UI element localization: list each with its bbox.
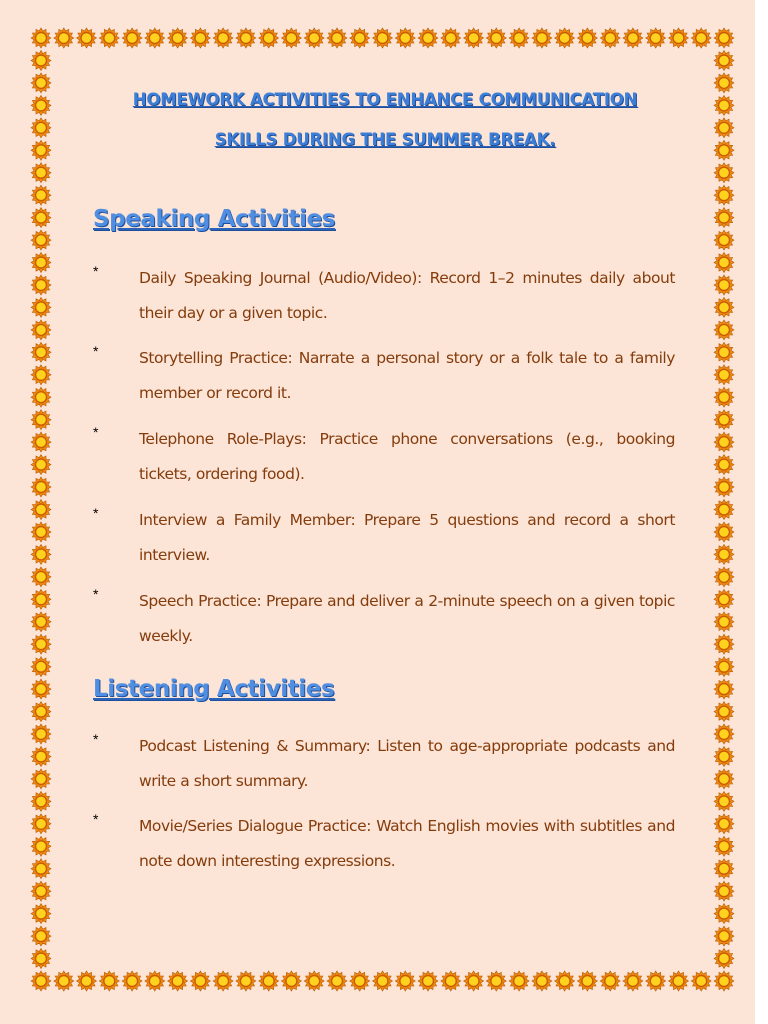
sun-icon <box>31 679 51 699</box>
sun-icon <box>691 971 711 991</box>
sun-icon <box>99 971 119 991</box>
sun-icon <box>714 657 734 677</box>
sun-icon <box>31 904 51 924</box>
sun-icon <box>714 455 734 475</box>
sun-icon <box>691 28 711 48</box>
sun-icon <box>714 185 734 205</box>
sun-icon <box>373 28 393 48</box>
document-title-line-1: HOMEWORK ACTIVITIES TO ENHANCE COMMUNICATION <box>132 90 638 109</box>
sun-icon <box>714 253 734 273</box>
sun-icon <box>714 208 734 228</box>
section-heading-speaking: Speaking Activities <box>93 206 335 232</box>
sun-icon <box>714 297 734 317</box>
sun-icon <box>31 791 51 811</box>
sun-icon <box>145 971 165 991</box>
bullet-marker: * <box>93 343 99 359</box>
sun-icon <box>168 971 188 991</box>
sun-icon <box>623 971 643 991</box>
sun-icon <box>31 949 51 969</box>
sun-icon <box>441 971 461 991</box>
sun-icon <box>31 365 51 385</box>
sun-icon <box>190 28 210 48</box>
sun-icon <box>714 163 734 183</box>
sun-icon <box>714 342 734 362</box>
sun-icon <box>31 342 51 362</box>
list-item-text: Podcast Listening & Summary: Listen to age-appropriate podcasts and write a short summary. <box>139 737 675 790</box>
sun-icon <box>31 455 51 475</box>
sun-icon <box>31 747 51 767</box>
sun-icon <box>577 28 597 48</box>
sun-icon <box>555 28 575 48</box>
sun-icon <box>509 28 529 48</box>
sun-icon <box>327 971 347 991</box>
sun-icon <box>31 522 51 542</box>
sun-icon <box>714 926 734 946</box>
sun-icon <box>418 971 438 991</box>
sun-icon <box>577 971 597 991</box>
sun-icon <box>31 477 51 497</box>
sun-icon <box>31 410 51 430</box>
sun-icon <box>669 971 689 991</box>
sun-icon <box>77 28 97 48</box>
sun-icon <box>31 859 51 879</box>
sun-icon <box>714 118 734 138</box>
sun-icon <box>31 185 51 205</box>
sun-icon <box>31 971 51 991</box>
sun-icon <box>646 971 666 991</box>
list-item-text: Movie/Series Dialogue Practice: Watch English movies with subtitles and note down interesting expressions. <box>139 817 675 870</box>
sun-icon <box>714 51 734 71</box>
sun-icon <box>31 387 51 407</box>
sun-icon <box>714 387 734 407</box>
sun-icon <box>532 971 552 991</box>
sun-icon <box>464 971 484 991</box>
sun-icon <box>714 275 734 295</box>
document-title-line-2: SKILLS DURING THE SUMMER BREAK. <box>214 130 556 149</box>
sun-icon <box>714 679 734 699</box>
sun-icon <box>714 320 734 340</box>
sun-icon <box>31 230 51 250</box>
sun-icon <box>418 28 438 48</box>
sun-icon <box>259 971 279 991</box>
sun-icon <box>714 410 734 430</box>
sun-icon <box>31 926 51 946</box>
sun-icon <box>31 73 51 93</box>
sun-icon <box>213 971 233 991</box>
list-item-text: Storytelling Practice: Narrate a personal story or a folk tale to a family member or record it. <box>139 349 675 402</box>
sun-icon <box>714 904 734 924</box>
bullet-marker: * <box>93 586 99 602</box>
section-heading-listening: Listening Activities <box>93 676 335 702</box>
sun-icon <box>714 724 734 744</box>
sun-icon <box>714 432 734 452</box>
sun-icon <box>259 28 279 48</box>
sun-icon <box>714 949 734 969</box>
sun-icon <box>190 971 210 991</box>
sun-icon <box>236 28 256 48</box>
sun-icon <box>31 589 51 609</box>
sun-icon <box>31 275 51 295</box>
sun-icon <box>122 28 142 48</box>
sun-icon <box>31 28 51 48</box>
sun-icon <box>31 567 51 587</box>
sun-icon <box>714 365 734 385</box>
sun-icon <box>31 544 51 564</box>
sun-icon <box>714 500 734 520</box>
sun-icon <box>600 28 620 48</box>
sun-icon <box>236 971 256 991</box>
sun-icon <box>395 28 415 48</box>
sun-icon <box>714 522 734 542</box>
sun-icon <box>555 971 575 991</box>
sun-icon <box>327 28 347 48</box>
sun-icon <box>464 28 484 48</box>
sun-icon <box>714 140 734 160</box>
sun-icon <box>31 769 51 789</box>
sun-icon <box>304 28 324 48</box>
sun-icon <box>714 836 734 856</box>
sun-icon <box>714 73 734 93</box>
sun-icon <box>373 971 393 991</box>
sun-icon <box>31 320 51 340</box>
sun-icon <box>145 28 165 48</box>
sun-icon <box>31 836 51 856</box>
sun-icon <box>714 95 734 115</box>
sun-icon <box>31 432 51 452</box>
sun-icon <box>350 28 370 48</box>
bullet-marker: * <box>93 263 99 279</box>
sun-icon <box>669 28 689 48</box>
sun-icon <box>31 500 51 520</box>
sun-icon <box>532 28 552 48</box>
sun-icon <box>31 724 51 744</box>
sun-icon <box>714 859 734 879</box>
sun-icon <box>714 814 734 834</box>
sun-icon <box>31 297 51 317</box>
sun-icon <box>714 612 734 632</box>
sun-icon <box>31 118 51 138</box>
sun-icon <box>714 769 734 789</box>
sun-icon <box>31 657 51 677</box>
sun-icon <box>31 208 51 228</box>
sun-icon <box>31 51 51 71</box>
sun-icon <box>31 163 51 183</box>
sun-icon <box>31 702 51 722</box>
sun-icon <box>395 971 415 991</box>
sun-icon <box>31 634 51 654</box>
list-item-text: Daily Speaking Journal (Audio/Video): Record 1–2 minutes daily about their day or a given topic. <box>139 269 675 322</box>
sun-icon <box>509 971 529 991</box>
sun-icon <box>486 971 506 991</box>
sun-icon <box>31 814 51 834</box>
sun-icon <box>646 28 666 48</box>
sun-icon <box>281 971 301 991</box>
sun-icon <box>304 971 324 991</box>
bullet-marker: * <box>93 505 99 521</box>
sun-icon <box>31 253 51 273</box>
sun-icon <box>714 544 734 564</box>
sun-icon <box>213 28 233 48</box>
sun-icon <box>714 634 734 654</box>
sun-icon <box>714 477 734 497</box>
sun-icon <box>54 971 74 991</box>
sun-icon <box>714 589 734 609</box>
sun-icon <box>99 28 119 48</box>
sun-icon <box>714 567 734 587</box>
sun-icon <box>168 28 188 48</box>
sun-icon <box>714 881 734 901</box>
list-item-text: Speech Practice: Prepare and deliver a 2-minute speech on a given topic weekly. <box>139 592 675 645</box>
sun-icon <box>31 140 51 160</box>
sun-icon <box>350 971 370 991</box>
sun-icon <box>714 28 734 48</box>
bullet-marker: * <box>93 424 99 440</box>
sun-icon <box>714 971 734 991</box>
bullet-marker: * <box>93 811 99 827</box>
list-item-text: Interview a Family Member: Prepare 5 questions and record a short interview. <box>139 511 675 564</box>
sun-icon <box>623 28 643 48</box>
sun-icon <box>31 612 51 632</box>
sun-icon <box>54 28 74 48</box>
sun-icon <box>31 95 51 115</box>
sun-icon <box>31 881 51 901</box>
list-item-text: Telephone Role-Plays: Practice phone conversations (e.g., booking tickets, ordering food). <box>139 430 675 483</box>
sun-icon <box>600 971 620 991</box>
bullet-marker: * <box>93 731 99 747</box>
sun-icon <box>714 702 734 722</box>
sun-icon <box>122 971 142 991</box>
sun-icon <box>486 28 506 48</box>
sun-icon <box>441 28 461 48</box>
sun-icon <box>714 747 734 767</box>
sun-icon <box>281 28 301 48</box>
sun-icon <box>77 971 97 991</box>
sun-icon <box>714 791 734 811</box>
sun-icon <box>714 230 734 250</box>
